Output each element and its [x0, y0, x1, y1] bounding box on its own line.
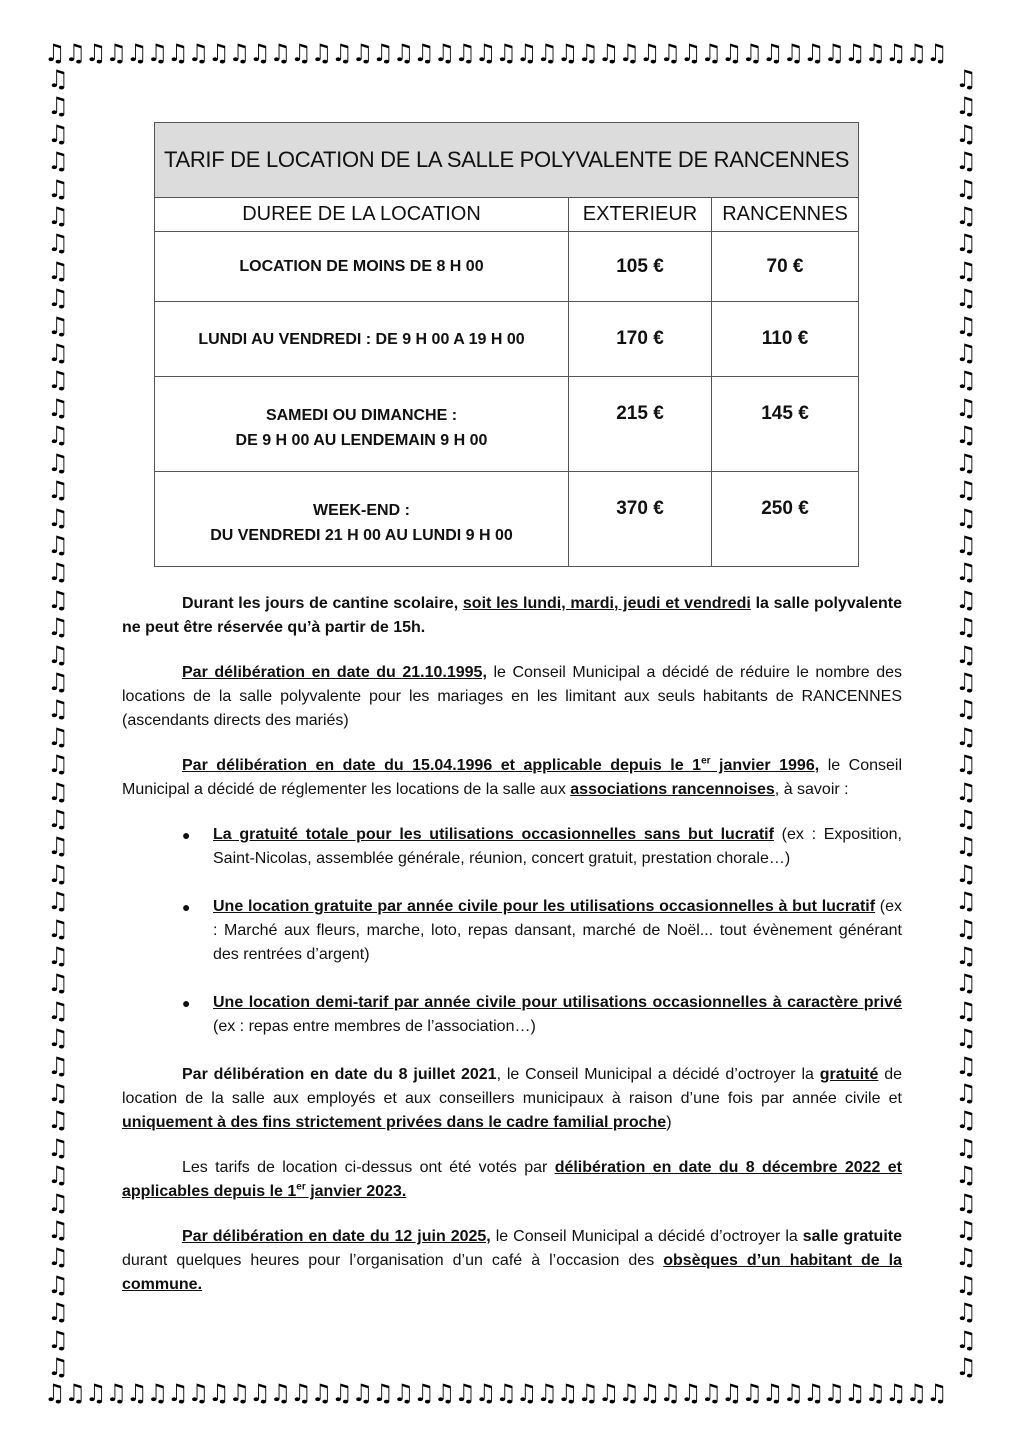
- row-label: WEEK-END : DU VENDREDI 21 H 00 AU LUNDI 9 H 00: [155, 472, 569, 567]
- row-label: LOCATION DE MOINS DE 8 H 00: [155, 232, 569, 302]
- bullet-icon: ●: [182, 827, 191, 843]
- paragraph-deliberation-1995: Par délibération en date du 21.10.1995, le Conseil Municipal a décidé de réduire le nombre des locations de la salle polyvalente pour les mariages en les limitant aux seuls habitants de RANCENNES (ascendants directs des mariés): [122, 664, 903, 729]
- price-rancennes: 145 €: [712, 377, 859, 472]
- paragraph-cantine: Durant les jours de cantine scolaire, soit les lundi, mardi, jeudi et vendredi la salle polyvalente ne peut être réservée qu’à partir de 15h.: [122, 595, 902, 636]
- list-item: ● Une location gratuite par année civile pour les utilisations occasionnelles à but lucratif (ex : Marché aux fleurs, marche, loto, repas dansant, marché de Noël... tout évènement générant des rentrées d’argent): [122, 895, 902, 967]
- bullet-icon: ●: [182, 899, 191, 915]
- list-item: ● Une location demi-tarif par année civile pour utilisations occasionnelles à caractère privé (ex : repas entre membres de l’association…): [122, 991, 902, 1039]
- paragraph-deliberation-2025: Par délibération en date du 12 juin 2025, le Conseil Municipal a décidé d’octroyer la salle gratuite durant quelques heures pour l’organisation d’un café à l’occasion des obsèques d’un habitant de la commune.: [122, 1228, 903, 1293]
- border-top: ♫♫♫♫♫♫♫♫♫♫♫♫♫♫♫♫♫♫♫♫♫♫♫♫♫♫♫♫♫♫♫♫♫♫♫♫♫♫♫♫♫♫♫♫: [44, 40, 947, 66]
- paragraph-deliberation-2021: Par délibération en date du 8 juillet 2021, le Conseil Municipal a décidé d’octroyer la gratuité de location de la salle aux employés et aux conseillers municipaux à raison d’une fois par année civile et uniquement à des fins strictement privées dans le cadre familial proche): [122, 1066, 903, 1131]
- price-rancennes: 70 €: [712, 232, 859, 302]
- table-row: [155, 472, 859, 567]
- price-exterieur: 215 €: [569, 377, 712, 472]
- table-row: [155, 377, 859, 472]
- association-conditions-list: [122, 823, 902, 1039]
- price-exterieur: 170 €: [569, 302, 712, 377]
- paragraph-deliberation-2022: Les tarifs de location ci-dessus ont été votés par délibération en date du 8 décembre 2022 et applicables depuis le 1er janvier 2023.: [122, 1159, 902, 1200]
- table-row: [155, 232, 859, 302]
- table-title: TARIF DE LOCATION DE LA SALLE POLYVALENTE DE RANCENNES: [155, 123, 859, 198]
- tariff-table: [154, 122, 859, 567]
- table-row: [155, 302, 859, 377]
- price-exterieur: 370 €: [569, 472, 712, 567]
- border-bottom: ♫♫♫♫♫♫♫♫♫♫♫♫♫♫♫♫♫♫♫♫♫♫♫♫♫♫♫♫♫♫♫♫♫♫♫♫♫♫♫♫♫♫♫♫: [44, 1380, 947, 1406]
- header-rancennes: RANCENNES: [712, 198, 859, 232]
- price-rancennes: 250 €: [712, 472, 859, 567]
- body-text: [122, 592, 902, 1318]
- header-duration: DUREE DE LA LOCATION: [155, 198, 569, 232]
- price-rancennes: 110 €: [712, 302, 859, 377]
- border-left: ♫♫♫♫♫♫♫♫♫♫♫♫♫♫♫♫♫♫♫♫♫♫♫♫♫♫♫♫♫♫♫♫♫♫♫♫♫♫♫♫♫♫♫♫♫♫♫♫: [47, 66, 69, 1380]
- border-right: ♫♫♫♫♫♫♫♫♫♫♫♫♫♫♫♫♫♫♫♫♫♫♫♫♫♫♫♫♫♫♫♫♫♫♫♫♫♫♫♫♫♫♫♫♫♫♫♫: [955, 66, 977, 1380]
- price-exterieur: 105 €: [569, 232, 712, 302]
- row-label: SAMEDI OU DIMANCHE : DE 9 H 00 AU LENDEMAIN 9 H 00: [155, 377, 569, 472]
- row-label: LUNDI AU VENDREDI : DE 9 H 00 A 19 H 00: [155, 302, 569, 377]
- bullet-icon: ●: [182, 995, 191, 1011]
- paragraph-deliberation-1996: Par délibération en date du 15.04.1996 et applicable depuis le 1er janvier 1996, le Conseil Municipal a décidé de réglementer les locations de la salle aux associations rancennoises, à savoir :: [122, 755, 903, 798]
- list-item: ● La gratuité totale pour les utilisations occasionnelles sans but lucratif (ex : Exposition, Saint-Nicolas, assemblée générale, réunion, concert gratuit, prestation chorale…): [122, 823, 902, 871]
- header-exterieur: EXTERIEUR: [569, 198, 712, 232]
